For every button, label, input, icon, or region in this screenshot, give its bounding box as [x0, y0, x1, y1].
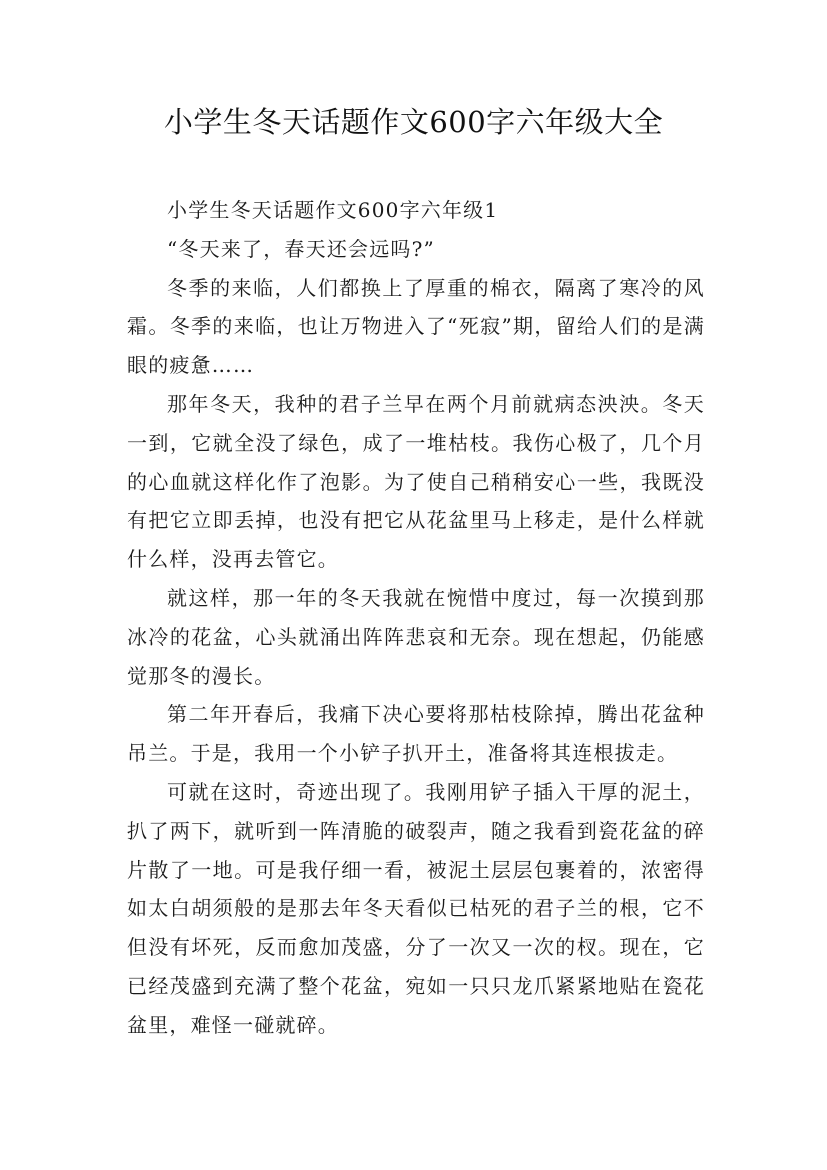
document-title: 小学生冬天话题作文600字六年级大全 — [163, 105, 664, 139]
paragraph: 就这样，那一年的冬天我就在惋惜中度过，每一次摸到那冰冷的花盆，心头就涌出阵阵悲哀和无奈。现在想起，仍能感觉那冬的漫长。 — [127, 585, 705, 688]
paragraph: “冬天来了，春天还会远吗?” — [167, 236, 435, 261]
essay-subtitle: 小学生冬天话题作文600字六年级1 — [167, 198, 499, 222]
paragraph: 可就在这时，奇迹出现了。我刚用铲子插入干厚的泥土，扒了两下，就听到一阵清脆的破裂声，随之我看到瓷花盆的碎片散了一地。可是我仔细一看，被泥土层层包裹着的，浓密得如太白胡须般的是那去年冬天看似已枯死的君子兰的根，它不但没有坏死，反而愈加茂盛，分了一次又一次的杈。现在，它已经茂盛到充满了整个花盆，宛如一只只龙爪紧紧地贴在瓷花盆里，难怪一碰就碎。 — [127, 779, 705, 1037]
document-body — [127, 191, 705, 1045]
paragraph: 第二年开春后，我痛下决心要将那枯枝除掉，腾出花盆种吊兰。于是，我用一个小铲子扒开土，准备将其连根拔走。 — [127, 702, 705, 766]
paragraph: 那年冬天，我种的君子兰早在两个月前就病态泱泱。冬天一到，它就全没了绿色，成了一堆枯枝。我伤心极了，几个月的心血就这样化作了泡影。为了使自己稍稍安心一些，我既没有把它立即丢掉，也没有把它从花盆里马上移走，是什么样就什么样，没再去管它。 — [127, 391, 705, 572]
paragraph: 冬季的来临，人们都换上了厚重的棉衣，隔离了寒冷的风霜。冬季的来临，也让万物进入了“死寂”期，留给人们的是满眼的疲惫…… — [127, 275, 705, 378]
